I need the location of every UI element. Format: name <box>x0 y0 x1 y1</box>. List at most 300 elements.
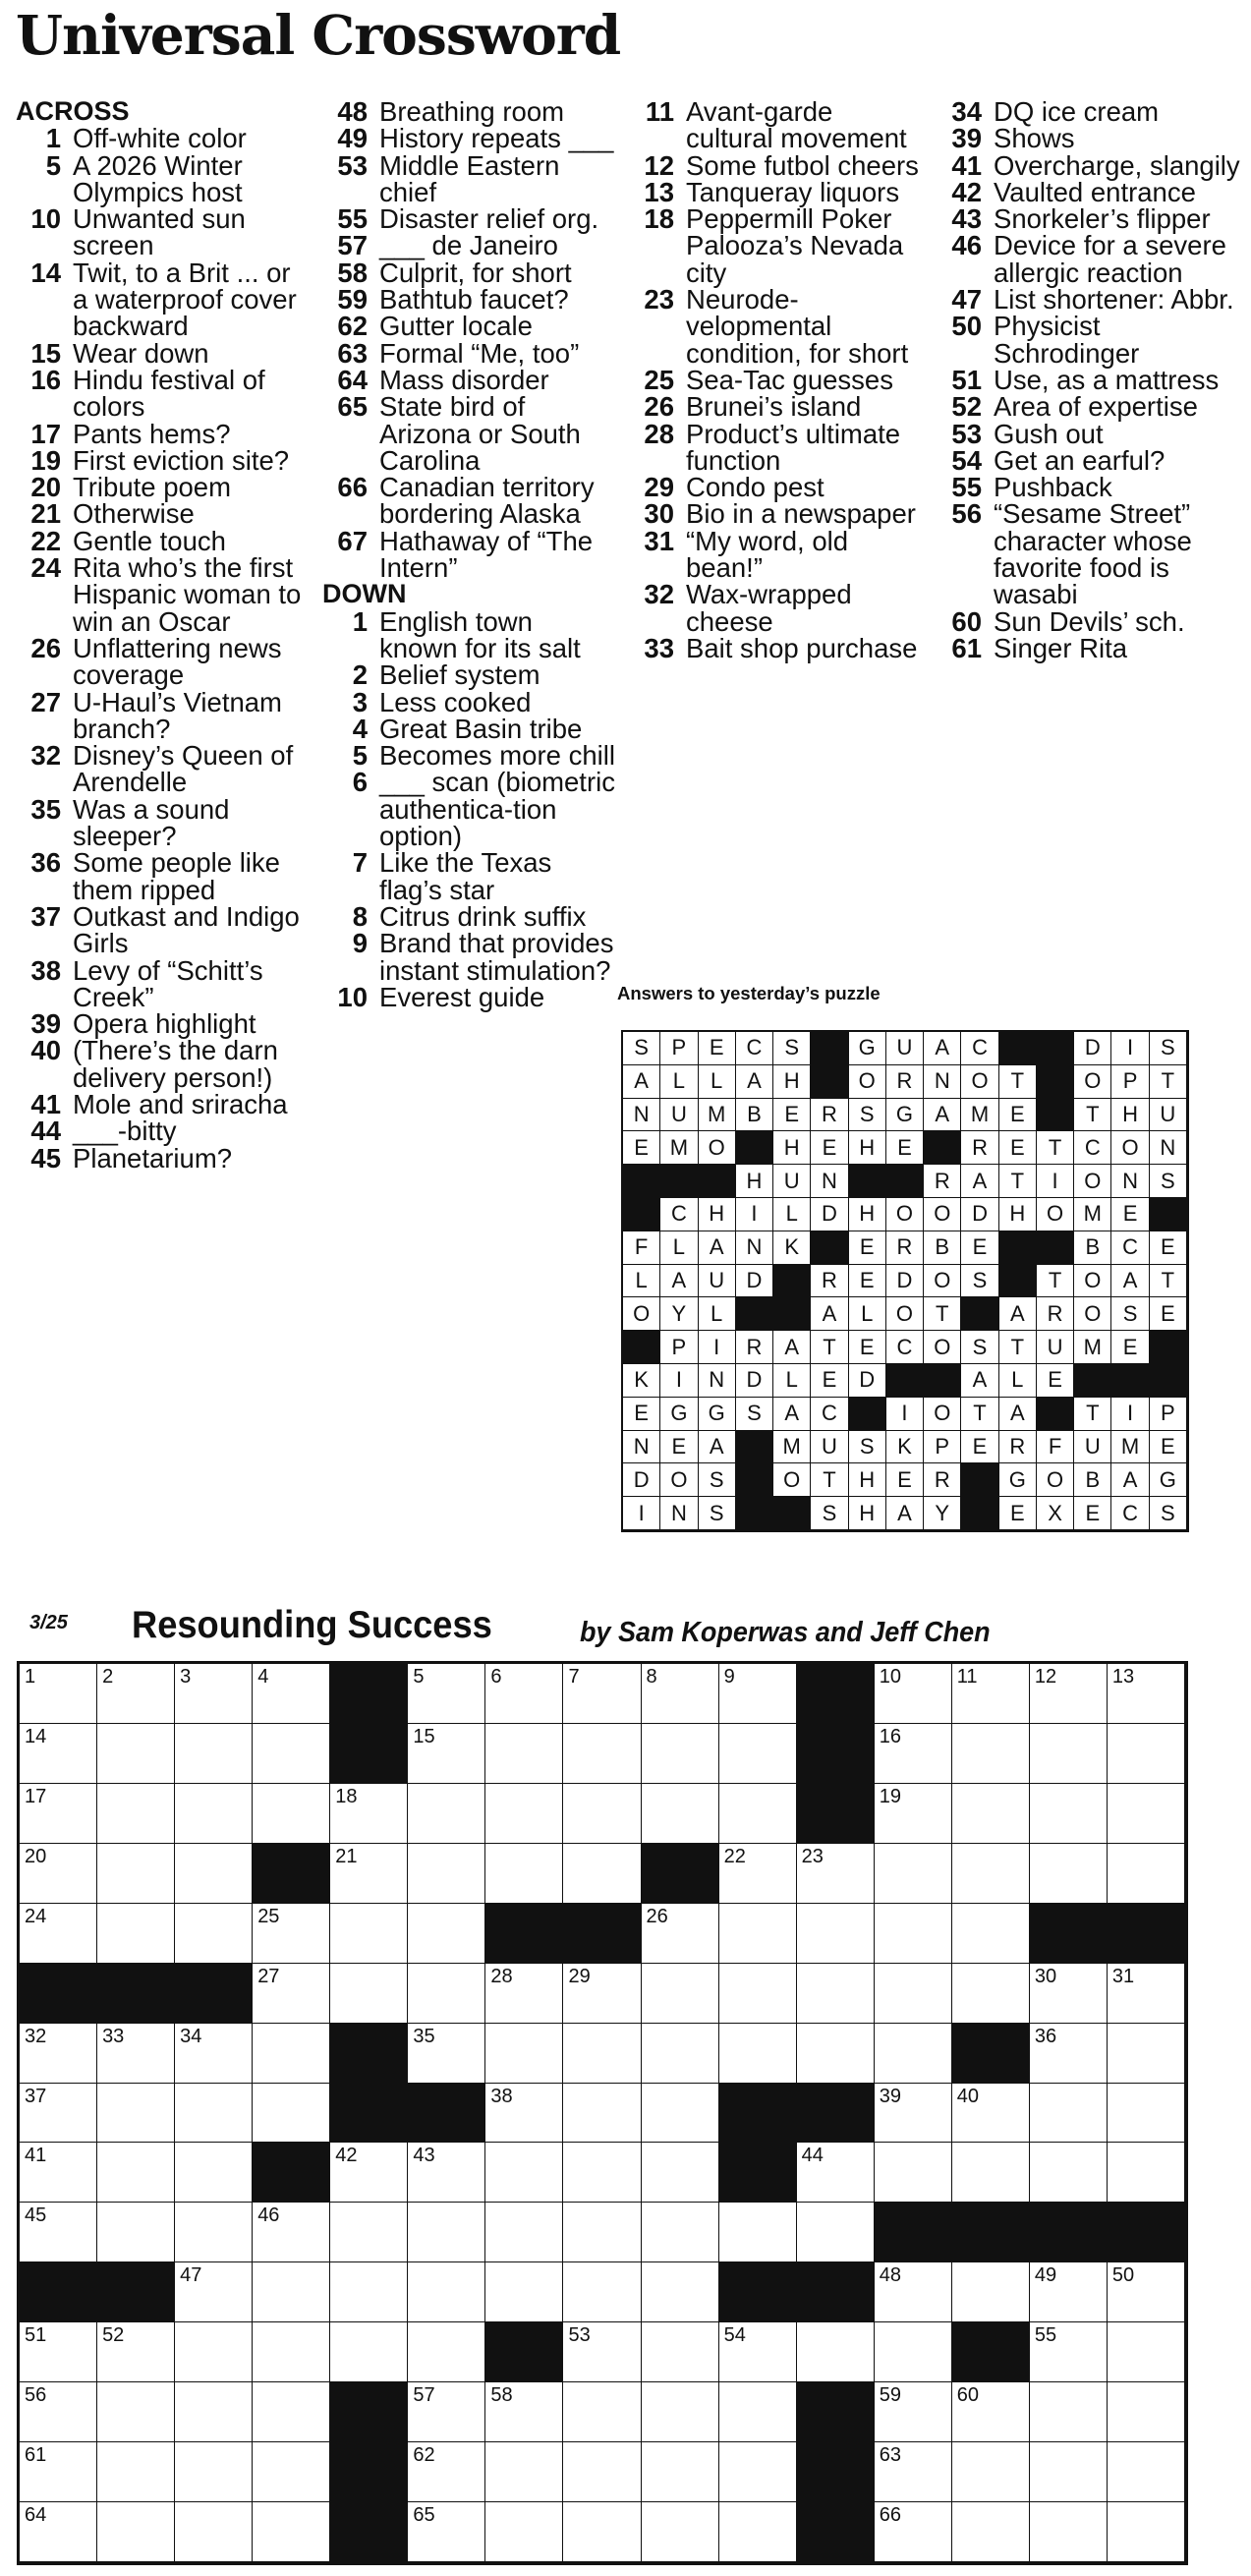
grid-cell[interactable] <box>485 2442 563 2502</box>
grid-cell[interactable] <box>175 1844 253 1904</box>
grid-cell[interactable] <box>1108 2024 1185 2084</box>
answer-cell: N <box>1111 1165 1149 1198</box>
grid-cell[interactable] <box>175 2502 253 2562</box>
grid-cell[interactable] <box>485 1664 563 1724</box>
grid-cell[interactable] <box>797 2024 875 2084</box>
grid-cell[interactable] <box>952 1724 1030 1784</box>
clue-number: 5 <box>352 740 368 772</box>
clue-number: 41 <box>30 1088 61 1119</box>
grid-block <box>1108 2203 1185 2262</box>
clue-text: Peppermill Poker Palooza’s Nevada city <box>686 203 904 288</box>
answer-cell: R <box>924 1165 961 1198</box>
grid-cell[interactable] <box>20 1784 97 1844</box>
answer-cell: L <box>773 1198 811 1231</box>
grid-cell[interactable] <box>97 1904 175 1964</box>
grid-cell[interactable] <box>175 2203 253 2262</box>
grid-cell[interactable] <box>20 2203 97 2262</box>
grid-cell[interactable] <box>97 2442 175 2502</box>
grid-cell[interactable] <box>1030 1964 1108 2024</box>
grid-cell[interactable] <box>330 2203 408 2262</box>
answer-cell: O <box>1074 1297 1111 1331</box>
clue-text: Opera highlight <box>73 1008 256 1040</box>
clue-text: Overcharge, slangily <box>994 149 1240 181</box>
clue-text: Bio in a newspaper <box>686 498 916 530</box>
grid-cell[interactable] <box>952 1844 1030 1904</box>
grid-cell[interactable] <box>175 2143 253 2203</box>
answer-cell: T <box>961 1398 998 1431</box>
grid-cell[interactable] <box>330 1964 408 2024</box>
grid-cell[interactable] <box>1030 2024 1108 2084</box>
grid-cell[interactable] <box>797 1844 875 1904</box>
grid-cell[interactable] <box>642 1664 719 1724</box>
answer-cell: X <box>1037 1497 1074 1530</box>
clue <box>322 98 617 125</box>
grid-cell[interactable] <box>97 2502 175 2562</box>
grid-cell[interactable] <box>20 2143 97 2203</box>
grid-cell[interactable] <box>642 1784 719 1844</box>
answer-cell: E <box>999 1497 1037 1530</box>
answer-cell: O <box>1074 1065 1111 1099</box>
grid-cell[interactable] <box>1108 1724 1185 1784</box>
grid-cell[interactable] <box>408 1904 485 1964</box>
grid-cell[interactable] <box>1108 2322 1185 2382</box>
grid-cell[interactable] <box>97 1844 175 1904</box>
grid-cell[interactable] <box>253 1784 330 1844</box>
grid-cell[interactable] <box>1030 1844 1108 1904</box>
grid-cell[interactable] <box>330 2143 408 2203</box>
answer-cell: N <box>736 1231 773 1265</box>
grid-cell[interactable] <box>97 2203 175 2262</box>
grid-cell[interactable] <box>563 1844 641 1904</box>
answer-cell: L <box>699 1297 736 1331</box>
cell-number: 6 <box>490 1666 502 1688</box>
grid-cell[interactable] <box>253 2203 330 2262</box>
grid-cell[interactable] <box>563 2084 641 2144</box>
grid-cell[interactable] <box>952 1904 1030 1964</box>
answer-block <box>736 1431 773 1464</box>
grid-cell[interactable] <box>563 2024 641 2084</box>
grid-cell[interactable] <box>563 2203 641 2262</box>
grid-cell[interactable] <box>408 2203 485 2262</box>
grid-cell[interactable] <box>485 2143 563 2203</box>
clue-text: Use, as a mattress <box>994 364 1220 395</box>
grid-cell[interactable] <box>1030 2322 1108 2382</box>
grid-cell[interactable] <box>485 2262 563 2322</box>
grid-cell[interactable] <box>642 2502 719 2562</box>
answer-cell: S <box>773 1032 811 1065</box>
clue-text: Canadian territory bordering Alaska <box>379 472 595 530</box>
grid-cell[interactable] <box>175 1664 253 1724</box>
answer-cell: E <box>773 1099 811 1132</box>
grid-cell[interactable] <box>485 2203 563 2262</box>
cell-number: 56 <box>25 2384 47 2407</box>
answer-cell: O <box>773 1463 811 1497</box>
answer-cell: O <box>1074 1265 1111 1298</box>
grid-cell[interactable] <box>485 2382 563 2442</box>
answer-cell: T <box>811 1331 848 1364</box>
grid-cell[interactable] <box>97 2322 175 2382</box>
grid-cell[interactable] <box>719 2382 797 2442</box>
clue-number: 51 <box>951 364 982 395</box>
clue-text: (There’s the darn delivery person!) <box>73 1035 278 1093</box>
grid-cell[interactable] <box>642 2262 719 2322</box>
grid-cell[interactable] <box>719 1664 797 1724</box>
grid-cell[interactable] <box>875 1784 952 1844</box>
puzzle-grid <box>17 1661 1188 2565</box>
grid-cell[interactable] <box>408 2502 485 2562</box>
answer-cell: E <box>811 1131 848 1165</box>
grid-cell[interactable] <box>1030 2084 1108 2144</box>
clue <box>937 498 1241 610</box>
grid-cell[interactable] <box>485 2084 563 2144</box>
grid-cell[interactable] <box>642 2442 719 2502</box>
puzzle-title-text: Resounding Success <box>132 1604 492 1646</box>
answer-cell: I <box>1037 1165 1074 1198</box>
cell-number: 33 <box>102 2025 125 2047</box>
grid-cell[interactable] <box>97 2143 175 2203</box>
grid-cell[interactable] <box>20 1664 97 1724</box>
grid-cell[interactable] <box>1030 1784 1108 1844</box>
clue-text: History repeats ___ <box>379 123 614 154</box>
grid-cell[interactable] <box>97 2084 175 2144</box>
grid-cell[interactable] <box>875 2262 952 2322</box>
clue <box>322 259 617 286</box>
grid-cell[interactable] <box>253 2382 330 2442</box>
grid-block <box>797 1724 875 1784</box>
grid-cell[interactable] <box>253 2024 330 2084</box>
answer-cell: O <box>961 1065 998 1099</box>
grid-cell[interactable] <box>408 2143 485 2203</box>
grid-cell[interactable] <box>1108 2262 1185 2322</box>
answer-cell: H <box>999 1198 1037 1231</box>
grid-cell[interactable] <box>20 2322 97 2382</box>
grid-cell[interactable] <box>175 2382 253 2442</box>
grid-cell[interactable] <box>875 1904 952 1964</box>
grid-cell[interactable] <box>875 2382 952 2442</box>
grid-cell[interactable] <box>952 2382 1030 2442</box>
grid-cell[interactable] <box>563 1664 641 1724</box>
clue-number: 10 <box>337 981 368 1012</box>
grid-cell[interactable] <box>563 2382 641 2442</box>
grid-cell[interactable] <box>797 2203 875 2262</box>
grid-cell[interactable] <box>1030 2442 1108 2502</box>
cell-number: 27 <box>257 1965 280 1987</box>
grid-cell[interactable] <box>563 2502 641 2562</box>
grid-cell[interactable] <box>1030 2382 1108 2442</box>
grid-cell[interactable] <box>642 2084 719 2144</box>
grid-cell[interactable] <box>253 1904 330 1964</box>
grid-cell[interactable] <box>97 2024 175 2084</box>
grid-cell[interactable] <box>408 2024 485 2084</box>
grid-cell[interactable] <box>563 2442 641 2502</box>
grid-cell[interactable] <box>952 2502 1030 2562</box>
grid-cell[interactable] <box>20 1904 97 1964</box>
clue <box>937 313 1241 367</box>
grid-cell[interactable] <box>1108 2442 1185 2502</box>
clue-text: Becomes more chill <box>379 740 615 772</box>
grid-cell[interactable] <box>1108 2502 1185 2562</box>
answer-cell: A <box>699 1231 736 1265</box>
clue-text: State bird of Arizona or South Carolina <box>379 391 581 476</box>
grid-cell[interactable] <box>1030 1724 1108 1784</box>
grid-cell[interactable] <box>20 2502 97 2562</box>
grid-cell[interactable] <box>1108 1964 1185 2024</box>
grid-cell[interactable] <box>408 1724 485 1784</box>
clue-number: 42 <box>951 176 982 207</box>
grid-cell[interactable] <box>719 1724 797 1784</box>
grid-block <box>330 2502 408 2562</box>
grid-cell[interactable] <box>642 2143 719 2203</box>
clue-text: Wear down <box>73 337 209 369</box>
answer-cell: B <box>736 1099 773 1132</box>
grid-cell[interactable] <box>642 2322 719 2382</box>
grid-cell[interactable] <box>642 2382 719 2442</box>
grid-cell[interactable] <box>719 2322 797 2382</box>
grid-cell[interactable] <box>330 1784 408 1844</box>
answer-cell: M <box>1111 1431 1149 1464</box>
answer-block <box>1037 1099 1074 1132</box>
answer-cell: A <box>999 1398 1037 1431</box>
grid-cell[interactable] <box>797 2322 875 2382</box>
grid-cell[interactable] <box>253 1664 330 1724</box>
grid-cell[interactable] <box>97 1784 175 1844</box>
grid-cell[interactable] <box>253 2502 330 2562</box>
grid-cell[interactable] <box>175 1784 253 1844</box>
grid-cell[interactable] <box>875 1964 952 2024</box>
grid-cell[interactable] <box>1108 1664 1185 1724</box>
grid-cell[interactable] <box>1030 2262 1108 2322</box>
grid-cell[interactable] <box>719 2203 797 2262</box>
grid-cell[interactable] <box>253 1964 330 2024</box>
clue-text: Off-white color <box>73 123 247 154</box>
grid-cell[interactable] <box>253 2262 330 2322</box>
clue-number: 26 <box>30 632 61 663</box>
clue-number: 18 <box>644 203 674 235</box>
grid-cell[interactable] <box>952 1964 1030 2024</box>
grid-cell[interactable] <box>875 1664 952 1724</box>
grid-cell[interactable] <box>485 2502 563 2562</box>
cell-number: 45 <box>25 2204 47 2227</box>
answer-block <box>773 1497 811 1530</box>
grid-cell[interactable] <box>563 2143 641 2203</box>
grid-cell[interactable] <box>175 1904 253 1964</box>
answer-cell: H <box>736 1165 773 1198</box>
answer-block <box>1150 1331 1187 1364</box>
grid-cell[interactable] <box>642 2203 719 2262</box>
cell-number: 60 <box>956 2384 980 2407</box>
answer-cell: F <box>623 1231 660 1265</box>
grid-cell[interactable] <box>563 1964 641 2024</box>
grid-cell[interactable] <box>719 1844 797 1904</box>
answer-cell: I <box>736 1198 773 1231</box>
clue-number: 43 <box>951 203 982 235</box>
grid-cell[interactable] <box>719 1964 797 2024</box>
clue-text: Get an earful? <box>994 444 1166 476</box>
grid-cell[interactable] <box>563 1724 641 1784</box>
grid-cell[interactable] <box>253 2442 330 2502</box>
grid-cell[interactable] <box>875 1724 952 1784</box>
clue <box>16 525 311 556</box>
answer-cell: T <box>924 1297 961 1331</box>
grid-cell[interactable] <box>797 1904 875 1964</box>
answer-cell: A <box>660 1265 698 1298</box>
grid-cell[interactable] <box>253 2322 330 2382</box>
answer-block <box>811 1032 848 1065</box>
clue <box>322 364 617 395</box>
grid-cell[interactable] <box>952 2084 1030 2144</box>
grid-cell[interactable] <box>875 2502 952 2562</box>
clue <box>322 981 617 1012</box>
answer-cell: U <box>886 1032 924 1065</box>
grid-cell[interactable] <box>408 2442 485 2502</box>
grid-cell[interactable] <box>1108 2382 1185 2442</box>
answer-cell: S <box>1111 1297 1149 1331</box>
answer-cell: N <box>1150 1131 1187 1165</box>
grid-cell[interactable] <box>175 2322 253 2382</box>
grid-cell[interactable] <box>175 2442 253 2502</box>
grid-cell[interactable] <box>719 2502 797 2562</box>
clue-number: 61 <box>951 632 982 663</box>
clue <box>322 230 617 261</box>
answer-block <box>849 1398 886 1431</box>
answer-cell: E <box>886 1463 924 1497</box>
clue-number: 28 <box>644 418 674 449</box>
grid-cell[interactable] <box>952 1664 1030 1724</box>
grid-cell[interactable] <box>20 2442 97 2502</box>
clue-number: 3 <box>352 686 368 717</box>
grid-cell[interactable] <box>253 1724 330 1784</box>
grid-cell[interactable] <box>1108 1844 1185 1904</box>
answer-cell: I <box>1111 1398 1149 1431</box>
answer-cell: L <box>849 1297 886 1331</box>
grid-cell[interactable] <box>1030 2143 1108 2203</box>
answer-cell: L <box>773 1364 811 1398</box>
grid-cell[interactable] <box>175 2084 253 2144</box>
grid-cell[interactable] <box>952 2442 1030 2502</box>
grid-cell[interactable] <box>1108 2143 1185 2203</box>
grid-cell[interactable] <box>20 1724 97 1784</box>
grid-cell[interactable] <box>1108 1784 1185 1844</box>
grid-cell[interactable] <box>797 2143 875 2203</box>
clue-number: 25 <box>644 364 674 395</box>
grid-cell[interactable] <box>952 2143 1030 2203</box>
grid-block <box>797 2442 875 2502</box>
grid-cell[interactable] <box>20 2024 97 2084</box>
grid-cell[interactable] <box>719 2442 797 2502</box>
grid-cell[interactable] <box>97 1724 175 1784</box>
grid-cell[interactable] <box>1030 1664 1108 1724</box>
clue <box>16 259 311 340</box>
answer-cell: N <box>623 1099 660 1132</box>
grid-cell[interactable] <box>875 2143 952 2203</box>
clue-text: Wax-wrapped cheese <box>686 579 852 637</box>
answer-cell: A <box>1111 1463 1149 1497</box>
grid-cell[interactable] <box>330 1904 408 1964</box>
clue-text: Everest guide <box>379 981 545 1012</box>
grid-cell[interactable] <box>875 2084 952 2144</box>
answer-block <box>623 1165 660 1198</box>
grid-cell[interactable] <box>642 1964 719 2024</box>
answer-cell: D <box>811 1198 848 1231</box>
clue-text: Singer Rita <box>994 632 1128 663</box>
clue-text: Some people like them ripped <box>73 847 280 905</box>
clue <box>322 686 617 717</box>
answer-cell: E <box>849 1231 886 1265</box>
cell-number: 12 <box>1034 1666 1057 1688</box>
grid-cell[interactable] <box>175 2024 253 2084</box>
grid-cell[interactable] <box>330 2322 408 2382</box>
grid-cell[interactable] <box>642 1904 719 1964</box>
grid-cell[interactable] <box>408 1784 485 1844</box>
clue <box>937 391 1241 423</box>
grid-cell[interactable] <box>719 1784 797 1844</box>
answer-cell: A <box>924 1099 961 1132</box>
grid-cell[interactable] <box>97 1664 175 1724</box>
grid-cell[interactable] <box>253 2084 330 2144</box>
grid-cell[interactable] <box>20 2382 97 2442</box>
grid-cell[interactable] <box>330 1844 408 1904</box>
grid-cell[interactable] <box>952 1784 1030 1844</box>
grid-cell[interactable] <box>875 1844 952 1904</box>
clue <box>16 793 311 852</box>
clue-number: 13 <box>644 176 674 207</box>
grid-cell[interactable] <box>719 2024 797 2084</box>
grid-cell[interactable] <box>485 2024 563 2084</box>
clue-text: Sun Devils’ sch. <box>994 605 1185 637</box>
answer-cell: H <box>849 1131 886 1165</box>
answer-cell: P <box>1150 1398 1187 1431</box>
grid-cell[interactable] <box>485 1784 563 1844</box>
grid-cell[interactable] <box>719 1904 797 1964</box>
grid-cell[interactable] <box>1030 2502 1108 2562</box>
grid-cell[interactable] <box>875 2442 952 2502</box>
grid-cell[interactable] <box>175 1724 253 1784</box>
grid-cell[interactable] <box>408 2262 485 2322</box>
answer-cell: H <box>849 1463 886 1497</box>
answer-block <box>886 1364 924 1398</box>
grid-cell[interactable] <box>330 2262 408 2322</box>
grid-cell[interactable] <box>952 2262 1030 2322</box>
grid-cell[interactable] <box>797 1964 875 2024</box>
grid-cell[interactable] <box>485 1724 563 1784</box>
grid-cell[interactable] <box>563 1784 641 1844</box>
clue <box>322 900 617 932</box>
grid-cell[interactable] <box>408 2382 485 2442</box>
grid-cell[interactable] <box>408 2322 485 2382</box>
grid-cell[interactable] <box>408 1844 485 1904</box>
grid-cell[interactable] <box>408 1664 485 1724</box>
clue-text: Culprit, for short <box>379 257 572 288</box>
grid-cell[interactable] <box>485 1844 563 1904</box>
grid-cell[interactable] <box>20 1844 97 1904</box>
clue-text: Shows <box>994 123 1075 154</box>
grid-cell[interactable] <box>20 2084 97 2144</box>
grid-cell[interactable] <box>875 2322 952 2382</box>
grid-cell[interactable] <box>408 1964 485 2024</box>
grid-cell[interactable] <box>175 2262 253 2322</box>
grid-block <box>797 2084 875 2144</box>
cell-number: 28 <box>490 1965 513 1987</box>
grid-cell[interactable] <box>642 2024 719 2084</box>
grid-cell[interactable] <box>563 2322 641 2382</box>
grid-cell[interactable] <box>97 2382 175 2442</box>
grid-block <box>20 1964 97 2024</box>
grid-cell[interactable] <box>642 1724 719 1784</box>
grid-cell[interactable] <box>485 1964 563 2024</box>
grid-cell[interactable] <box>875 2024 952 2084</box>
grid-cell[interactable] <box>1108 2084 1185 2144</box>
grid-cell[interactable] <box>563 2262 641 2322</box>
